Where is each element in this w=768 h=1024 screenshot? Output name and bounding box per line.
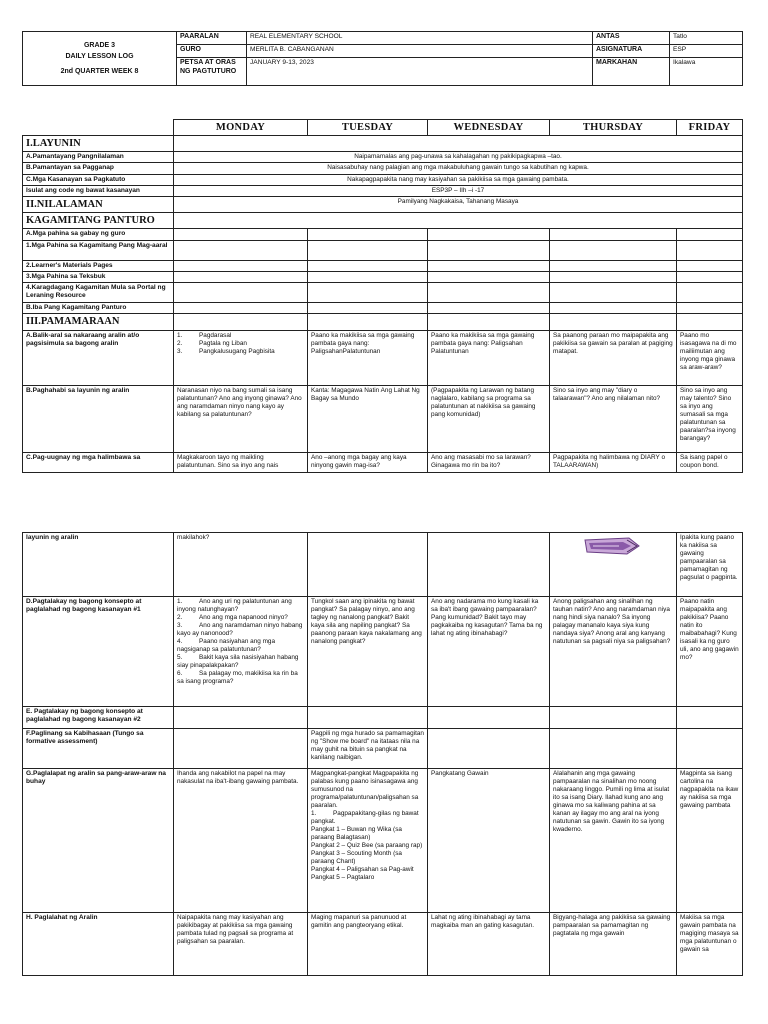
balik-aral-thursday: Sa paanong paraan mo maipapakita ang pakikiisa sa gawain sa paralan at pagiging matapat.	[550, 330, 677, 385]
row-label-pamantayan-sa-pagganap: B.Pamantayan sa Pagganap	[23, 163, 174, 174]
paglalahat-monday: Naipapakita nang may kasiyahan ang pakikibagay at pakikiisa sa mga gawaing pambata tulad ng pagsali sa programa at paligsahan sa paaralan.	[174, 913, 308, 976]
header-dll: DAILY LESSON LOG	[65, 52, 134, 60]
row-label-paglalahat: H. Paglalahat ng Aralin	[23, 913, 174, 976]
school-label: PAARALAN	[177, 32, 247, 45]
paglalapat-thursday: Alalahanin ang mga gawaing pampaaralan na sinalihan mo noong nakaraang linggo. Pumili ng lima at isulat ito sa isang Diary. Ilahad kung ano ang ginawa mo sa kaliwang pahina at sa kanan ay ilagay mo ang aral na iyong natutunan sa gawin. Gawin ito sa iyong kwaderno.	[550, 769, 677, 913]
balik-aral-tuesday: Paano ka makikiisa sa mga gawaing pambata gaya nang: PaligsahanPalatuntunan	[308, 330, 428, 385]
list-item: 4. Paano nasiyahan ang mga nagsiganap sa palatuntunan?	[177, 638, 276, 653]
teacher-label: GURO	[177, 45, 247, 58]
pag-uugnay-thursday: Pagpapakita ng halimbawa ng DIARY o TALAARAWAN)	[550, 452, 677, 472]
section-kagamitan: KAGAMITANG PANTURO	[23, 213, 174, 229]
list-item: 5. Bakit kaya sila nasisiyahan habang siay pinapalakpakan?	[177, 654, 299, 669]
paglalapat-friday: Magpinta sa isang cartolina na nagpapakita na ikaw ay nakiisa sa mga gawaing pambata	[677, 769, 743, 913]
paghahabi-thursday: Sino sa inyo ang may "diary o talaarawan"? Ano ang nilalaman nito?	[550, 385, 677, 452]
paglalahat-tuesday: Maging mapanuri sa panunuod at gamitin ang pangteoryang etikal.	[308, 913, 428, 976]
date-value: JANUARY 9-13, 2023	[247, 58, 593, 86]
section-layunin: I.LAYUNIN	[23, 136, 174, 152]
kasanayan-value: Nakapagpapakita nang may kasiyahan sa pakikiisa sa mga gawaing pambata.	[174, 174, 743, 185]
row-label-balik-aral: A.Balik-aral sa nakaraang aralin at/o pagsisimula sa bagong aralin	[23, 330, 174, 385]
row-label-pagtalakay-1: D.Pagtalakay ng bagong konsepto at paglalahad ng bagong kasanayan #1	[23, 597, 174, 707]
nilalaman-value: Pamilyang Nagkakaisa, Tahanang Masaya	[174, 197, 743, 213]
pagtalakay-1-tuesday: Tungkol saan ang ipinakita ng bawat pangkat? Sa palagay ninyo, ano ang tagley ng nanalong pangkat? Bakit kaya sila ang napiling pangkat? Sa paanong paraan kaya nakalamang ang nanalong pangkat?	[308, 597, 428, 707]
pag-uugnay-monday-cont: makilahok?	[174, 533, 308, 597]
list-item: 1. Ano ang uri ng palatuntunan ang inyong natunghayan?	[177, 598, 292, 613]
row-label-pamantayang-pangnilalaman: A.Pamantayang Pangnilalaman	[23, 152, 174, 163]
day-monday: MONDAY	[174, 120, 308, 136]
list-item: Pangkat 2 – Quiz Bee (sa paraang rap)	[311, 842, 423, 849]
quarter-value: Ikalawa	[670, 58, 743, 86]
school-value: REAL ELEMENTARY SCHOOL	[247, 32, 593, 45]
pamantayan-sa-pagganap-value: Naisasabuhay nang palagian ang mga makabuluhang gawain tungo sa kabutihan ng kapwa.	[174, 163, 743, 174]
row-label-kagamitang-mag-aaral: 1.Mga Pahina sa Kagamitang Pang Mag-aaral	[23, 240, 174, 260]
paglalapat-monday: Ihanda ang nakabilot na papel na may nakasulat na iba't-ibang gawaing pambata.	[174, 769, 308, 913]
list-item: 3. Pangkalusugang Pagbisita	[177, 347, 275, 355]
paghahabi-friday: Sino sa inyo ang may talento? Sino sa inyo ang sumasali sa mga palatuntunan sa paaralan?sa inyong barangay?	[677, 385, 743, 452]
section-nilalaman: II.NILALAMAN	[23, 197, 174, 213]
balik-aral-monday	[174, 330, 308, 385]
pag-uugnay-thursday-cont	[550, 533, 677, 597]
pag-uugnay-friday: Sa isang papel o coupon bond.	[677, 452, 743, 472]
section-pamamaraan: III.PAMAMARAAN	[23, 314, 174, 330]
quarter-label: MARKAHAN	[593, 58, 670, 86]
row-label-paglinang: F.Paglinang sa Kabihasaan (Tungo sa formative assessment)	[23, 729, 174, 769]
pag-uugnay-tuesday: Ano –anong mga bagay ang kaya ninyong gawin mag-isa?	[308, 452, 428, 472]
lesson-table-page1	[22, 119, 743, 473]
row-label-paglalapat: G.Paglalapat ng aralin sa pang-araw-araw na buhay	[23, 769, 174, 913]
row-label-teksbuk: 3.Mga Pahina sa Teksbuk	[23, 271, 174, 282]
list-item: 1. Pagdarasal	[177, 331, 232, 339]
list-item: Pangkat 3 – Scouting Month (sa paraang Chant)	[311, 850, 402, 865]
day-friday: FRIDAY	[677, 120, 743, 136]
teacher-value: MERLITA B. CABANGANAN	[247, 45, 593, 58]
subject-value: ESP	[670, 45, 743, 58]
paghahabi-monday: Naranasan niyo na bang sumali sa isang palatuntunan? Ano ang inyong ginawa? Ano ang naramdaman ninyo nang kayo ay kabilang sa palatuntunan?	[174, 385, 308, 452]
pagtalakay-1-thursday: Anong paligsahan ang sinalihan ng tauhan natin? Ano ang naramdaman niya nang hindi siya nanalo? Sa inyong palagay mananalo kaya siya kung nandaya siya? Anong aral ang kanyang natutunan sa pagsali niya sa paligsahan?	[550, 597, 677, 707]
header-grade: GRADE 3	[83, 41, 116, 49]
date-label: PETSA AT ORAS NG PAGTUTURO	[177, 58, 247, 86]
balik-aral-friday: Paano mo isasagawa na di mo mailiimutan ang inyong mga ginawa sa araw-araw?	[677, 330, 743, 385]
row-label-pag-uugnay-cont: layunin ng aralin	[23, 533, 174, 597]
pagtalakay-1-friday: Paano natin maipapakita ang pakikiisa? Paano natin ito maibabahagi? Kung isasali ka ng guro uli, ano ang gagawin mo?	[677, 597, 743, 707]
pagtalakay-1-monday	[174, 597, 308, 707]
row-label-code: Isulat ang code ng bawat kasanayan	[23, 185, 174, 196]
paglalapat-wednesday: Pangkatang Gawain	[428, 769, 550, 913]
day-wednesday: WEDNESDAY	[428, 120, 550, 136]
lesson-table-page2	[22, 532, 743, 976]
paghahabi-tuesday: Kanta: Magagawa Natin Ang Lahat Ng Bagay sa Mundo	[308, 385, 428, 452]
row-label-learners-materials: 2.Learner's Materials Pages	[23, 260, 174, 271]
list-item: 3. Ano ang naramdaman ninyo habang kayo ay nanonood?	[177, 622, 303, 637]
header-table	[22, 31, 743, 86]
grade-value: Tatlo	[670, 32, 743, 45]
row-label-learning-resource: 4.Karagdagang Kagamitan Mula sa Portal ng Leraning Resource	[23, 283, 174, 303]
row-label-pagtalakay-2: E. Pagtalakay ng bagong konsepto at paglalahad ng bagong kasanayan #2	[23, 707, 174, 729]
row-label-pag-uugnay: C.Pag-uugnay ng mga halimbawa sa	[23, 452, 174, 472]
pag-uugnay-monday: Magkakaroon tayo ng maikling palatuntunan. Sino sa inyo ang nais	[174, 452, 308, 472]
row-label-gabay-ng-guro: A.Mga pahina sa gabay ng guro	[23, 229, 174, 240]
row-label-iba-pang-kagamitan: B.Iba Pang Kagamitang Panturo	[23, 303, 174, 314]
paglalahat-friday: Makiisa sa mga gawain pambata na magiging masaya sa mga palatuntunan o gawain sa	[677, 913, 743, 976]
pag-uugnay-wednesday: Ano ang masasabi mo sa larawan? Ginagawa mo rin ba ito?	[428, 452, 550, 472]
balik-aral-wednesday: Paano ka makikiisa sa mga gawaing pambata gaya nang: Paligsahan Palatuntunan	[428, 330, 550, 385]
paglalahat-thursday: Bigyang-halaga ang pakikiisa sa gawaing pampaaralan sa pamamagitan ng pagtatala ng mga gawain	[550, 913, 677, 976]
row-label-kasanayan: C.Mga Kasanayan sa Pagkatuto	[23, 174, 174, 185]
header-quarter-week: 2nd QUARTER WEEK 8	[60, 68, 139, 76]
paglalahat-wednesday: Lahat ng ating ibinahabagi ay tama magkaiba man an gating kasagutan.	[428, 913, 550, 976]
list-item: 6. Sa palagay mo, makikiisa ka rin ba sa isang programa?	[177, 670, 298, 685]
grade-label: ANTAS	[593, 32, 670, 45]
list-item: Pangkat 1 – Buwan ng Wika (sa paraang Balagtasan)	[311, 826, 402, 841]
pencil-drawing-icon	[583, 536, 641, 556]
paglalapat-tuesday: Magpangkat-pangkat Magpapakita ng palabas kung paano isinasagawa ang sumusunod na programa/palatuntunan/paligsahan sa paaralan. 1. Pagpapakitang-gilas ng bawat pangkat. Pangkat 1 – Buwan ng Wika (sa paraang Balagtasan) Pangkat 2 – Quiz Bee (sa paraang rap) Pangkat 3 – Scouting Month (sa paraang Chant) Pangkat 4 – Paligsahan sa Pag-awit Pangkat 5 – Pagtalaro	[308, 769, 428, 913]
day-tuesday: TUESDAY	[308, 120, 428, 136]
header-title	[23, 32, 177, 86]
code-value: ESP3P – IIh –i -17	[174, 185, 743, 196]
list-item: Pangkat 5 – Pagtalaro	[311, 874, 375, 881]
list-item: 2. Ano ang mga napanood ninyo?	[177, 614, 288, 621]
paghahabi-wednesday: (Pagpapakita ng Larawan ng batang naglalaro, kabilang sa programa sa palatuntunan at nakikiisa sa gawaing pang komunidad)	[428, 385, 550, 452]
row-label-paghahabi: B.Paghahabi sa layunin ng aralin	[23, 385, 174, 452]
paglinang-tuesday: Pagpili ng mga hurado sa pamamagitan ng "Show me board" na itataas nila na may guhit na bituin sa pangkat na kanilang naibigan.	[308, 729, 428, 769]
list-item: Pangkat 4 – Paligsahan sa Pag-awit	[311, 866, 414, 873]
day-thursday: THURSDAY	[550, 120, 677, 136]
pag-uugnay-friday-cont: Ipakita kung paano ka nakiisa sa gawaing pampaaralan sa pamamagitan ng pagsulat o pagpinta.	[677, 533, 743, 597]
list-item: 2. Pagtala ng Liban	[177, 339, 247, 347]
subject-label: ASIGNATURA	[593, 45, 670, 58]
pagtalakay-1-wednesday: Ano ang nadarama mo kung kasali ka sa iba't ibang gawaing pampaaralan? Pang kumunidad? Bakit tayo may pagkakaiba ng kasagutan? Tama ba ng lahat ng ating ibinahabagi?	[428, 597, 550, 707]
pamantayang-pangnilalaman-value: Naipamamalas ang pag-unawa sa kahalagahan ng pakikipagkapwa –tao.	[174, 152, 743, 163]
